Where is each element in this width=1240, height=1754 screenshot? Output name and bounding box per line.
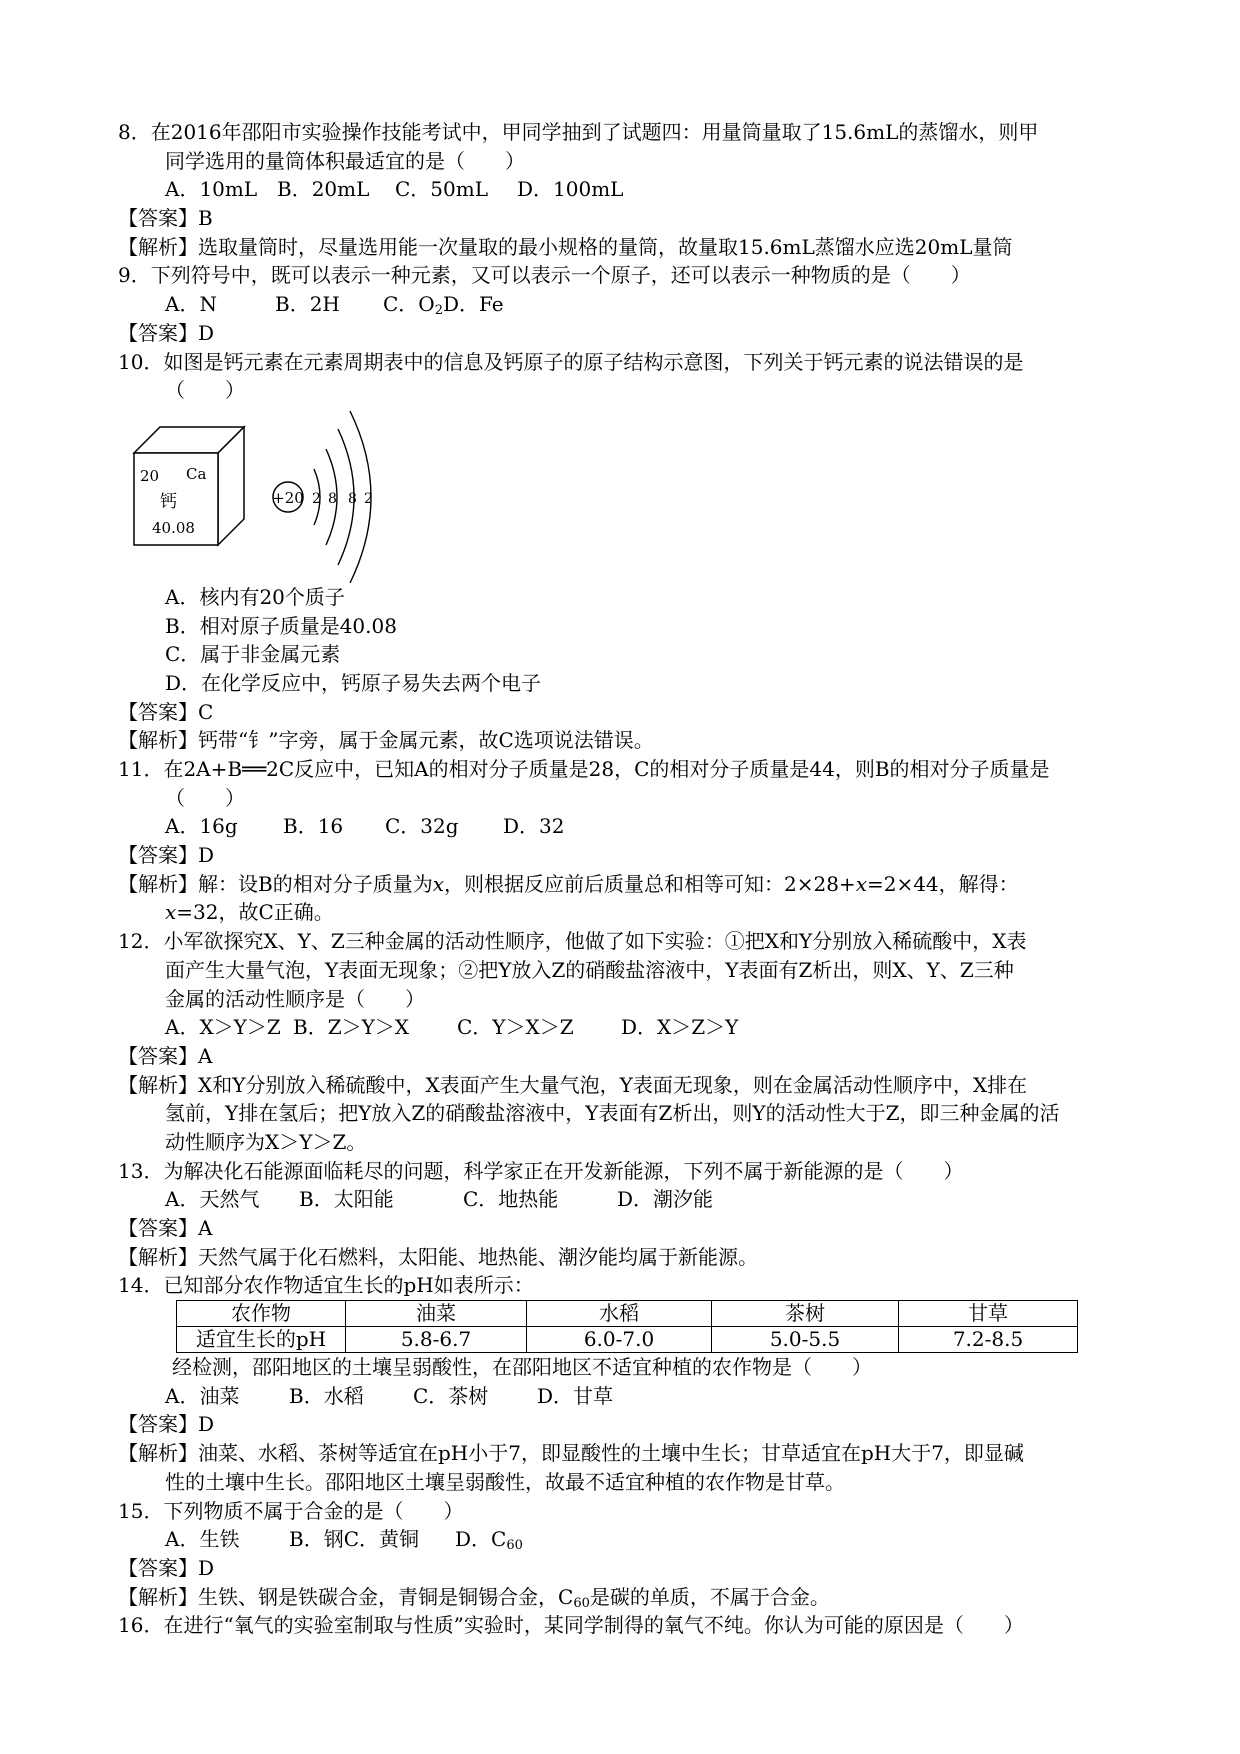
q11-analysis (118, 870, 1128, 899)
q8-answer: 【答案】B (118, 206, 213, 231)
table-header-cell: 油菜 (346, 1301, 527, 1327)
shell-1-count: 2 (312, 490, 321, 507)
q11-stem-cont: （ ） (165, 785, 245, 810)
q15-stem: 15．下列物质不属于合金的是（ ） (118, 1498, 464, 1523)
q15-answer: 【答案】D (118, 1555, 215, 1580)
q11-analysis-variable3: x (165, 900, 177, 925)
q13-stem: 13．为解决化石能源面临耗尽的问题，科学家正在开发新能源，下列不属于新能源的是（ ） (118, 1158, 964, 1183)
table-header-cell: 农作物 (177, 1301, 346, 1327)
q14-option-c: C．茶树 (413, 1383, 489, 1408)
q13-option-b: B．太阳能 (299, 1187, 394, 1212)
q8-option-d: D．100mL (517, 177, 624, 202)
q12-option-a: A．X＞Y＞Z (165, 1015, 281, 1040)
q11-answer: 【答案】D (118, 843, 215, 868)
q9-option-c-subscript: 2 (434, 303, 443, 319)
table-header-cell: 甘草 (899, 1301, 1078, 1327)
q15-analysis-subscript: 60 (573, 1595, 590, 1611)
shell-4-count: 2 (364, 490, 373, 507)
q11-analysis-part3: =2×44，解得： (866, 871, 1019, 896)
q8-option-c: C．50mL (395, 177, 488, 202)
calcium-figure (118, 405, 1128, 583)
q15-option-d (455, 1525, 523, 1554)
q12-stem: 12．小军欲探究X、Y、Z三种金属的活动性顺序，他做了如下实验：①把X和Y分别放入稀硫酸中，X表 (118, 929, 1027, 954)
table-cell: 7.2-8.5 (899, 1327, 1078, 1353)
q10-answer: 【答案】C (118, 699, 214, 724)
q11-analysis-variable: x (432, 871, 444, 896)
q11-analysis-variable2: x (855, 871, 867, 896)
q12-stem-cont1: 面产生大量气泡，Y表面无现象；②把Y放入Z的硝酸盐溶液中，Y表面有Z析出，则X、Y、Z三种 (165, 957, 1014, 982)
q12-analysis-cont1: 氢前，Y排在氢后；把Y放入Z的硝酸盐溶液中，Y表面有Z析出，则Y的活动性大于Z，即三种金属的活 (165, 1101, 1060, 1126)
q8-stem: 8．在2016年邵阳市实验操作技能考试中，甲同学抽到了试题四：用量筒量取了15.6mL的蒸馏水，则甲 (118, 120, 1039, 144)
table-cell: 5.0-5.5 (712, 1327, 899, 1353)
q13-options (118, 1185, 1128, 1214)
q11-stem: 11．在2A+B══2C反应中，已知A的相对分子质量是28，C的相对分子质量是44，则B的相对分子质量是 (118, 757, 1050, 781)
table-header-cell: 茶树 (712, 1301, 899, 1327)
table-row (177, 1327, 1078, 1353)
q9-options (118, 290, 1128, 319)
q15-analysis-part1: 【解析】生铁、钢是铁碳合金，青铜是铜锡合金，C (118, 1584, 574, 1609)
table-header-cell: 水稻 (527, 1301, 712, 1327)
q12-analysis: 【解析】X和Y分别放入稀硫酸中，X表面产生大量气泡，Y表面无现象，则在金属活动性顺序中，X排在 (118, 1072, 1028, 1097)
q12-option-d: D．X＞Z＞Y (621, 1015, 739, 1040)
q14-option-a: A．油菜 (165, 1383, 240, 1408)
q9-stem: 9．下列符号中，既可以表示一种元素，又可以表示一个原子，还可以表示一种物质的是（ ） (118, 263, 971, 288)
q15-option-bc: B．钢C．黄铜 (289, 1527, 419, 1552)
q11-option-b: B．16 (283, 814, 344, 839)
q14-analysis: 【解析】油菜、水稻、茶树等适宜在pH小于7，即显酸性的土壤中生长；甘草适宜在pH大于7，即显碱 (118, 1441, 1024, 1466)
atomic-mass: 40.08 (152, 518, 195, 537)
q9-option-d: D．Fe (442, 292, 504, 317)
q15-options (118, 1525, 1128, 1554)
q12-option-c: C．Y＞X＞Z (457, 1015, 574, 1040)
table-cell: 5.8-6.7 (346, 1327, 527, 1353)
q15-option-d-subscript: 60 (506, 1538, 523, 1554)
q10-stem: 10．如图是钙元素在元素周期表中的信息及钙原子的原子结构示意图，下列关于钙元素的说法错误的是 (118, 349, 1024, 374)
nucleus-charge: +20 (272, 488, 304, 507)
q12-analysis-cont2: 动性顺序为X＞Y＞Z。 (165, 1129, 367, 1154)
q10-stem-cont: （ ） (165, 378, 245, 403)
q15-option-d-text: D．C (455, 1527, 507, 1552)
q8-option-b: B．20mL (277, 177, 370, 202)
q8-options (118, 175, 1128, 204)
q11-analysis-cont (118, 898, 1128, 927)
q14-stem-cont: 经检测，邵阳地区的土壤呈弱酸性，在邵阳地区不适宜种植的农作物是（ ） (172, 1355, 872, 1380)
q15-analysis-part2: 是碳的单质，不属于合金。 (589, 1584, 830, 1609)
q11-analysis-result: =32，故C正确。 (176, 900, 334, 925)
q8-stem-cont: 同学选用的量筒体积最适宜的是（ ） (165, 148, 525, 173)
q12-stem-cont2: 金属的活动性顺序是（ ） (165, 986, 425, 1011)
element-symbol: Ca (186, 464, 207, 483)
q11-analysis-part2: ，则根据反应前后质量总和相等可知：2×28+ (443, 871, 856, 896)
q15-analysis (118, 1583, 1128, 1612)
q14-stem: 14．已知部分农作物适宜生长的pH如表所示： (118, 1273, 534, 1298)
q13-option-c: C．地热能 (463, 1187, 559, 1212)
q11-option-c: C．32g (385, 814, 459, 839)
atomic-structure-diagram (268, 405, 398, 583)
q13-answer: 【答案】A (118, 1216, 213, 1240)
q9-option-c (383, 290, 443, 319)
ph-table-wrapper (118, 1300, 1128, 1353)
q14-option-d: D．甘草 (537, 1383, 614, 1408)
periodic-table-cell (132, 423, 257, 548)
q14-options (118, 1382, 1128, 1411)
q11-option-a: A．16g (165, 814, 238, 839)
shell-3-count: 8 (348, 490, 357, 507)
q9-answer: 【答案】D (118, 320, 215, 345)
q13-option-d: D．潮汐能 (617, 1187, 714, 1212)
q10-option-b: B．相对原子质量是40.08 (165, 613, 397, 638)
q13-option-a: A．天然气 (165, 1187, 260, 1212)
question-content (118, 118, 1128, 1640)
shell-2-count: 8 (328, 490, 337, 507)
q9-option-a: A．N (165, 292, 217, 317)
ph-table (176, 1300, 1078, 1353)
q9-option-c-text: C．O (383, 292, 435, 317)
q11-options (118, 812, 1128, 841)
q14-analysis-cont: 性的土壤中生长。邵阳地区土壤呈弱酸性，故最不适宜种植的农作物是甘草。 (165, 1469, 845, 1494)
table-cell: 6.0-7.0 (527, 1327, 712, 1353)
q10-option-a: A．核内有20个质子 (165, 584, 345, 609)
atomic-number: 20 (140, 466, 160, 485)
q11-analysis-part1: 【解析】解：设B的相对分子质量为 (118, 871, 433, 896)
q12-answer: 【答案】A (118, 1043, 213, 1068)
q16-stem: 16．在进行“氧气的实验室制取与性质”实验时，某同学制得的氧气不纯。你认为可能的原因是（ ） (118, 1613, 1024, 1638)
q10-option-c: C．属于非金属元素 (165, 642, 341, 667)
table-cell: 适宜生长的pH (177, 1327, 346, 1353)
element-name: 钙 (160, 491, 177, 512)
q14-option-b: B．水稻 (289, 1383, 364, 1408)
q10-analysis: 【解析】钙带“钅”字旁，属于金属元素，故C选项说法错误。 (118, 728, 654, 753)
q9-option-b: B．2H (275, 292, 340, 317)
q10-option-d: D．在化学反应中，钙原子易失去两个电子 (165, 670, 542, 695)
q14-answer: 【答案】D (118, 1412, 215, 1437)
q12-options (118, 1013, 1128, 1042)
q8-analysis: 【解析】选取量筒时，尽量选用能一次量取的最小规格的量筒，故量取15.6mL蒸馏水应选20mL量筒 (118, 234, 1013, 259)
q12-option-b: B．Z＞Y＞X (293, 1015, 410, 1040)
q8-option-a: A．10mL (165, 177, 258, 202)
q13-analysis: 【解析】天然气属于化石燃料，太阳能、地热能、潮汐能均属于新能源。 (118, 1244, 758, 1269)
q11-option-d: D．32 (503, 814, 565, 839)
table-row (177, 1301, 1078, 1327)
q15-option-a: A．生铁 (165, 1527, 240, 1552)
